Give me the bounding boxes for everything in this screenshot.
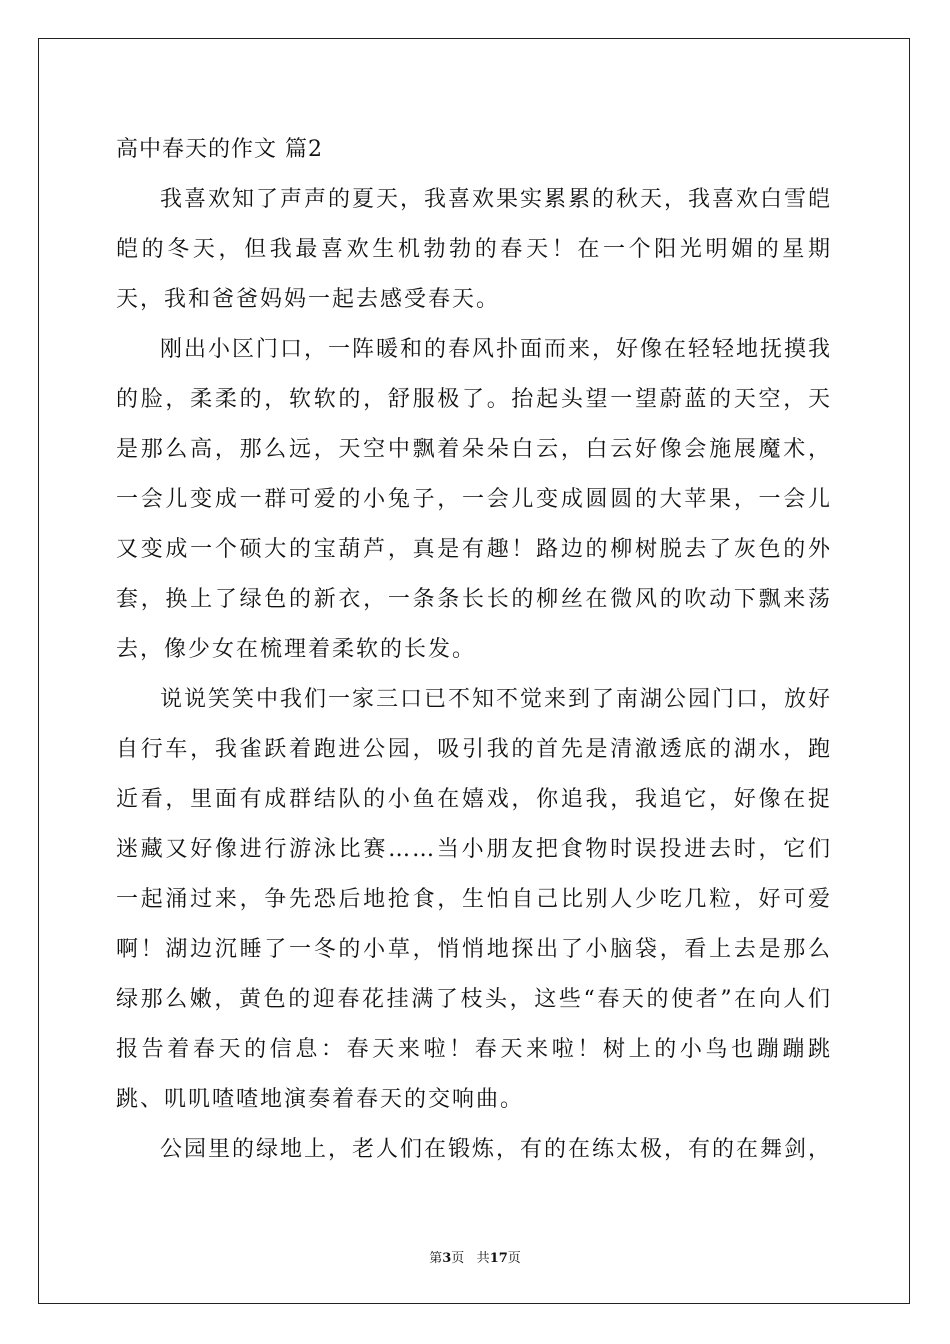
document-body [116, 125, 832, 1175]
paragraph-1: 我喜欢知了声声的夏天，我喜欢果实累累的秋天，我喜欢白雪皑皑的冬天，但我最喜欢生机勃勃的春天！在一个阳光明媚的星期天，我和爸爸妈妈一起去感受春天。 [116, 187, 833, 312]
total-page-count: 17 [489, 1251, 508, 1266]
footer-total-suffix: 页 [507, 1251, 521, 1266]
footer-prefix: 第 [429, 1251, 443, 1266]
page-footer [0, 1247, 950, 1266]
paragraph-2: 刚出小区门口，一阵暖和的春风扑面而来，好像在轻轻地抚摸我的脸，柔柔的，软软的，舒服极了。抬起头望一望蔚蓝的天空，天是那么高，那么远，天空中飘着朵朵白云，白云好像会施展魔术，一会儿变成一群可爱的小兔子，一会儿变成圆圆的大苹果，一会儿又变成一个硕大的宝葫芦，真是有趣！路边的柳树脱去了灰色的外套，换上了绿色的新衣，一条条长长的柳丝在微风的吹动下飘来荡去，像少女在梳理着柔软的长发。 [116, 337, 833, 662]
current-page-number: 3 [442, 1251, 452, 1266]
paragraph-3: 说说笑笑中我们一家三口已不知不觉来到了南湖公园门口，放好自行车，我雀跃着跑进公园，吸引我的首先是清澈透底的湖水，跑近看，里面有成群结队的小鱼在嬉戏，你追我，我追它，好像在捉迷藏又好像进行游泳比赛……当小朋友把食物时误投进去时，它们一起涌过来，争先恐后地抢食，生怕自己比别人少吃几粒，好可爱啊！湖边沉睡了一冬的小草，悄悄地探出了小脑袋，看上去是那么绿那么嫩，黄色的迎春花挂满了枝头，这些“春天的使者”在向人们报告着春天的信息：春天来啦！春天来啦！树上的小鸟也蹦蹦跳跳、叽叽喳喳地演奏着春天的交响曲。 [116, 687, 833, 1112]
footer-total-prefix: 共 [476, 1251, 490, 1266]
footer-page-suffix: 页 [451, 1251, 465, 1266]
document-title: 高中春天的作文 篇2 [116, 137, 323, 162]
paragraph-4: 公园里的绿地上，老人们在锻炼，有的在练太极，有的在舞剑， [160, 1137, 833, 1162]
